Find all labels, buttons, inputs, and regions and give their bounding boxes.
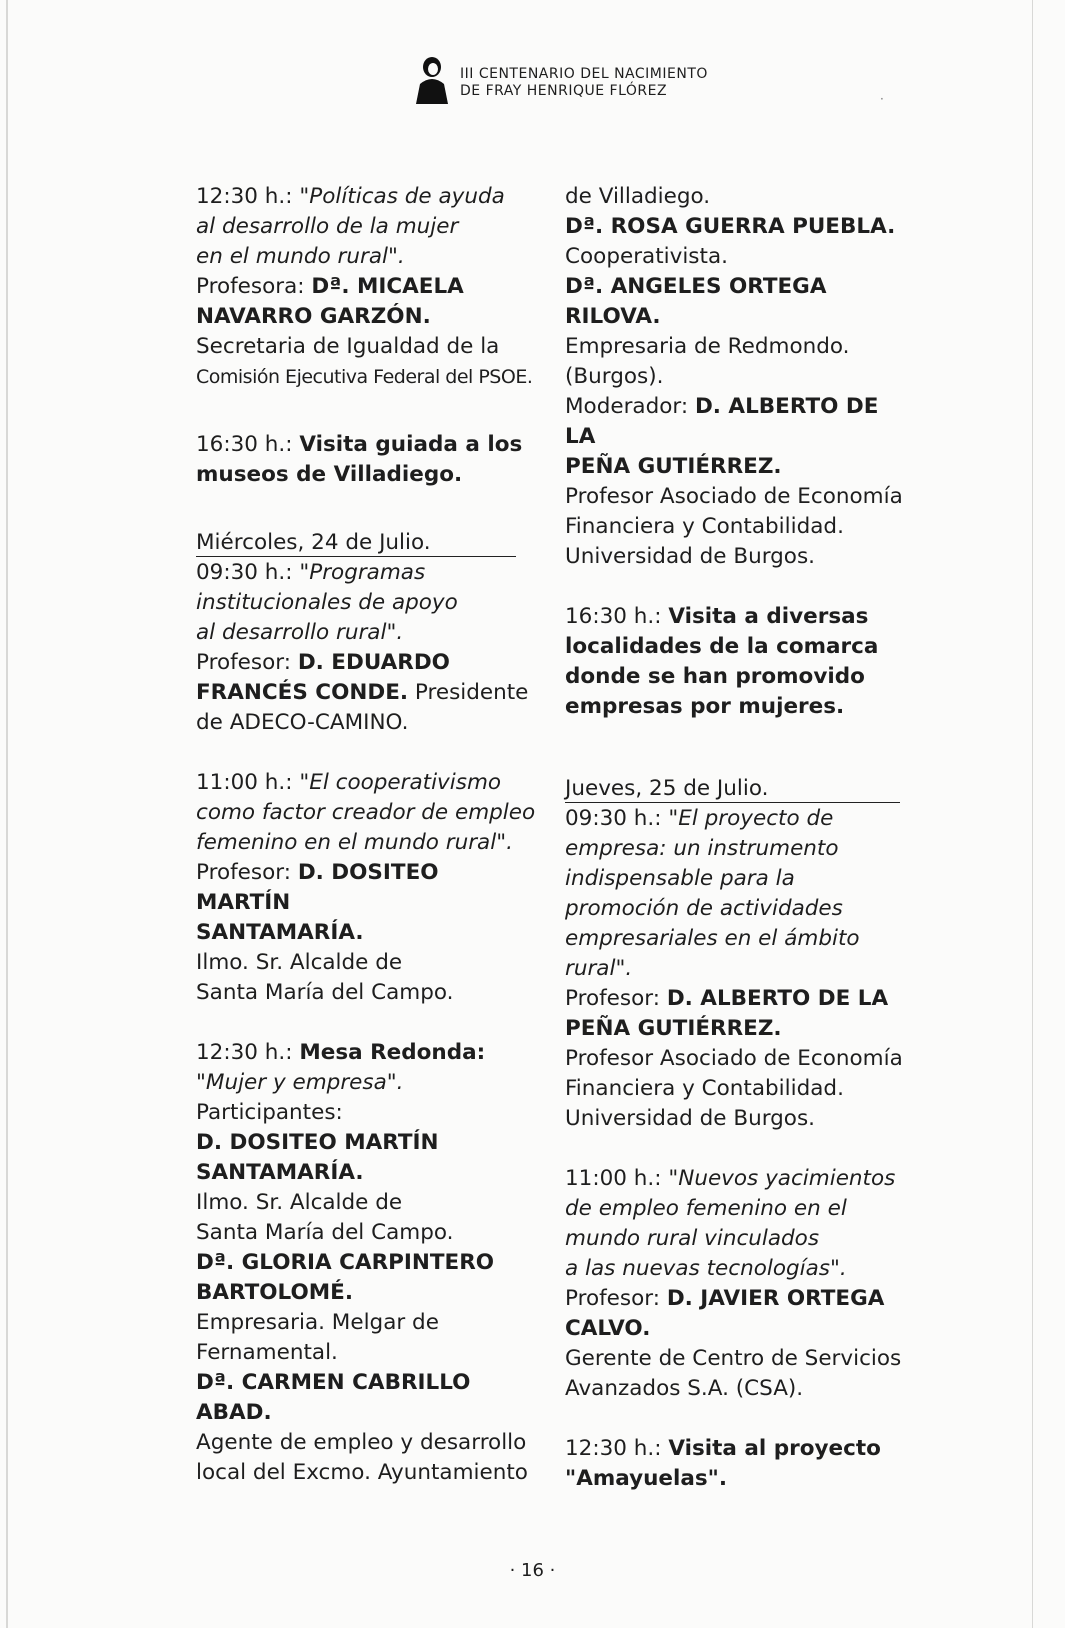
- participant-name: BARTOLOMÉ.: [196, 1280, 354, 1305]
- session-title: al desarrollo de la mujer: [196, 214, 459, 239]
- right-column: [565, 182, 910, 1494]
- session-entry: [565, 1164, 910, 1404]
- session-title: "El proyecto de: [668, 806, 834, 831]
- speaker-description: de ADECO-CAMINO.: [196, 710, 409, 735]
- speaker-description: Secretaria de Igualdad de la: [196, 334, 500, 359]
- session-title: empresa: un instrumento: [565, 836, 839, 861]
- session-entry: [196, 1038, 536, 1488]
- session-title: de empleo femenino en el: [565, 1196, 847, 1221]
- session-entry: [565, 804, 910, 1134]
- moderator-name: PEÑA GUTIÉRREZ.: [565, 454, 782, 479]
- participant-description: Empresaria de Redmondo.: [565, 334, 850, 359]
- speaker-name: PEÑA GUTIÉRREZ.: [565, 1016, 782, 1041]
- speaker-role: Profesor:: [565, 1286, 667, 1311]
- day-label: Jueves, 25 de Julio.: [565, 776, 769, 801]
- session-entry: [565, 1434, 910, 1494]
- speaker-role: Profesor:: [565, 986, 667, 1011]
- session-time: 11:00 h.:: [565, 1166, 669, 1191]
- participant-description: Cooperativista.: [565, 244, 728, 269]
- session-title: institucionales de apoyo: [196, 590, 458, 615]
- session-title: a las nuevas tecnologías".: [565, 1256, 847, 1281]
- session-title: mundo rural vinculados: [565, 1226, 820, 1251]
- day-heading: [565, 774, 910, 804]
- session-title: en el mundo rural".: [196, 244, 405, 269]
- session-time: 16:30 h.:: [196, 432, 300, 457]
- participant-description: Santa María del Campo.: [196, 1220, 454, 1245]
- participant-description: Ilmo. Sr. Alcalde de: [196, 1190, 403, 1215]
- speaker-description: Gerente de Centro de Servicios: [565, 1346, 902, 1371]
- day-divider: [565, 802, 900, 803]
- session-time: 12:30 h.:: [196, 1040, 300, 1065]
- speaker-name: D. JAVIER ORTEGA: [666, 1286, 885, 1311]
- speaker-name: SANTAMARÍA.: [196, 920, 364, 945]
- session-title: Visita al proyecto: [668, 1436, 881, 1461]
- session-title: promoción de actividades: [565, 896, 843, 921]
- participant-name: Dª. CARMEN CABRILLO ABAD.: [196, 1370, 471, 1425]
- header-title: [460, 66, 708, 100]
- moderator-description: Universidad de Burgos.: [565, 544, 815, 569]
- scan-speck: ·: [880, 92, 884, 106]
- header-line-1: III CENTENARIO DEL NACIMIENTO: [460, 66, 708, 82]
- session-title: "El cooperativismo: [299, 770, 502, 795]
- moderator-description: Financiera y Contabilidad.: [565, 514, 844, 539]
- moderator-name: D. ALBERTO DE LA: [565, 394, 879, 449]
- session-title: empresas por mujeres.: [565, 694, 845, 719]
- page-header: [410, 54, 750, 104]
- session-title: "Mujer y empresa".: [196, 1070, 404, 1095]
- speaker-name: D. DOSITEO MARTÍN: [196, 860, 439, 915]
- page-number: · 16 ·: [509, 1560, 556, 1581]
- speaker-description: Profesor Asociado de Economía: [565, 1046, 903, 1071]
- speaker-role: Profesor:: [196, 650, 298, 675]
- participant-name: Dª. ROSA GUERRA PUEBLA.: [565, 214, 896, 239]
- moderator-description: Profesor Asociado de Economía: [565, 484, 903, 509]
- participant-name: SANTAMARÍA.: [196, 1160, 364, 1185]
- session-title: localidades de la comarca: [565, 634, 879, 659]
- session-time: 16:30 h.:: [565, 604, 669, 629]
- session-title: femenino en el mundo rural".: [196, 830, 513, 855]
- session-entry: [196, 768, 536, 1008]
- speaker-name: D. EDUARDO: [297, 650, 450, 675]
- participant-description: (Burgos).: [565, 364, 664, 389]
- speaker-name: NAVARRO GARZÓN.: [196, 304, 431, 329]
- session-title: indispensable para la: [565, 866, 795, 891]
- participant-description: Empresaria. Melgar de: [196, 1310, 439, 1335]
- session-title: donde se han promovido: [565, 664, 865, 689]
- session-title: Mesa Redonda:: [299, 1040, 486, 1065]
- participant-description: de Villadiego.: [565, 184, 711, 209]
- session-title: "Amayuelas".: [565, 1466, 728, 1491]
- speaker-role: Profesora:: [196, 274, 312, 299]
- page-edge-right: [1032, 0, 1033, 1628]
- speaker-description: Financiera y Contabilidad.: [565, 1076, 844, 1101]
- speaker-description: Comisión Ejecutiva Federal del PSOE.: [196, 366, 533, 388]
- session-entry: [196, 558, 536, 738]
- session-title: Visita guiada a los: [299, 432, 523, 457]
- participant-description: Agente de empleo y desarrollo: [196, 1430, 527, 1455]
- session-time: 09:30 h.:: [565, 806, 669, 831]
- session-time: 12:30 h.:: [565, 1436, 669, 1461]
- day-label: Miércoles, 24 de Julio.: [196, 530, 431, 555]
- speaker-description: Santa María del Campo.: [196, 980, 454, 1005]
- friar-portrait-icon: [410, 54, 450, 104]
- session-time: 11:00 h.:: [196, 770, 300, 795]
- participant-description: local del Excmo. Ayuntamiento: [196, 1460, 528, 1485]
- session-title: Visita a diversas: [668, 604, 869, 629]
- session-title: como factor creador de empleo: [196, 800, 536, 825]
- speaker-name: D. ALBERTO DE LA: [666, 986, 889, 1011]
- participants-label: Participantes:: [196, 1100, 343, 1125]
- speaker-role: Profesor:: [196, 860, 298, 885]
- participant-name: Dª. ANGELES ORTEGA RILOVA.: [565, 274, 827, 329]
- moderator-role: Moderador:: [565, 394, 695, 419]
- session-title: empresariales en el ámbito: [565, 926, 860, 951]
- day-heading: [196, 528, 536, 558]
- session-title: al desarrollo rural".: [196, 620, 404, 645]
- session-entry: [196, 182, 536, 392]
- speaker-name: FRANCÉS CONDE.: [196, 680, 409, 705]
- participant-description: Fernamental.: [196, 1340, 338, 1365]
- session-title: "Nuevos yacimientos: [668, 1166, 896, 1191]
- left-column: [196, 182, 536, 1488]
- day-divider: [196, 556, 516, 557]
- session-entry: [565, 602, 910, 722]
- speaker-description: Avanzados S.A. (CSA).: [565, 1376, 804, 1401]
- participant-name: D. DOSITEO MARTÍN: [196, 1130, 439, 1155]
- session-title: museos de Villadiego.: [196, 462, 463, 487]
- participant-name: Dª. GLORIA CARPINTERO: [196, 1250, 495, 1275]
- speaker-name: CALVO.: [565, 1316, 651, 1341]
- participants-continued: [565, 182, 910, 572]
- speaker-name: Dª. MICAELA: [311, 274, 464, 299]
- session-time: 09:30 h.:: [196, 560, 300, 585]
- page-edge-left: [6, 0, 8, 1628]
- session-time: 12:30 h.:: [196, 184, 300, 209]
- speaker-description: Universidad de Burgos.: [565, 1106, 815, 1131]
- session-title: "Políticas de ayuda: [299, 184, 505, 209]
- speaker-description: Presidente: [408, 680, 529, 705]
- session-title: "Programas: [299, 560, 426, 585]
- speaker-description: Ilmo. Sr. Alcalde de: [196, 950, 403, 975]
- header-line-2: DE FRAY HENRIQUE FLÓREZ: [460, 83, 668, 99]
- session-title: rural".: [565, 956, 633, 981]
- session-entry: [196, 430, 536, 490]
